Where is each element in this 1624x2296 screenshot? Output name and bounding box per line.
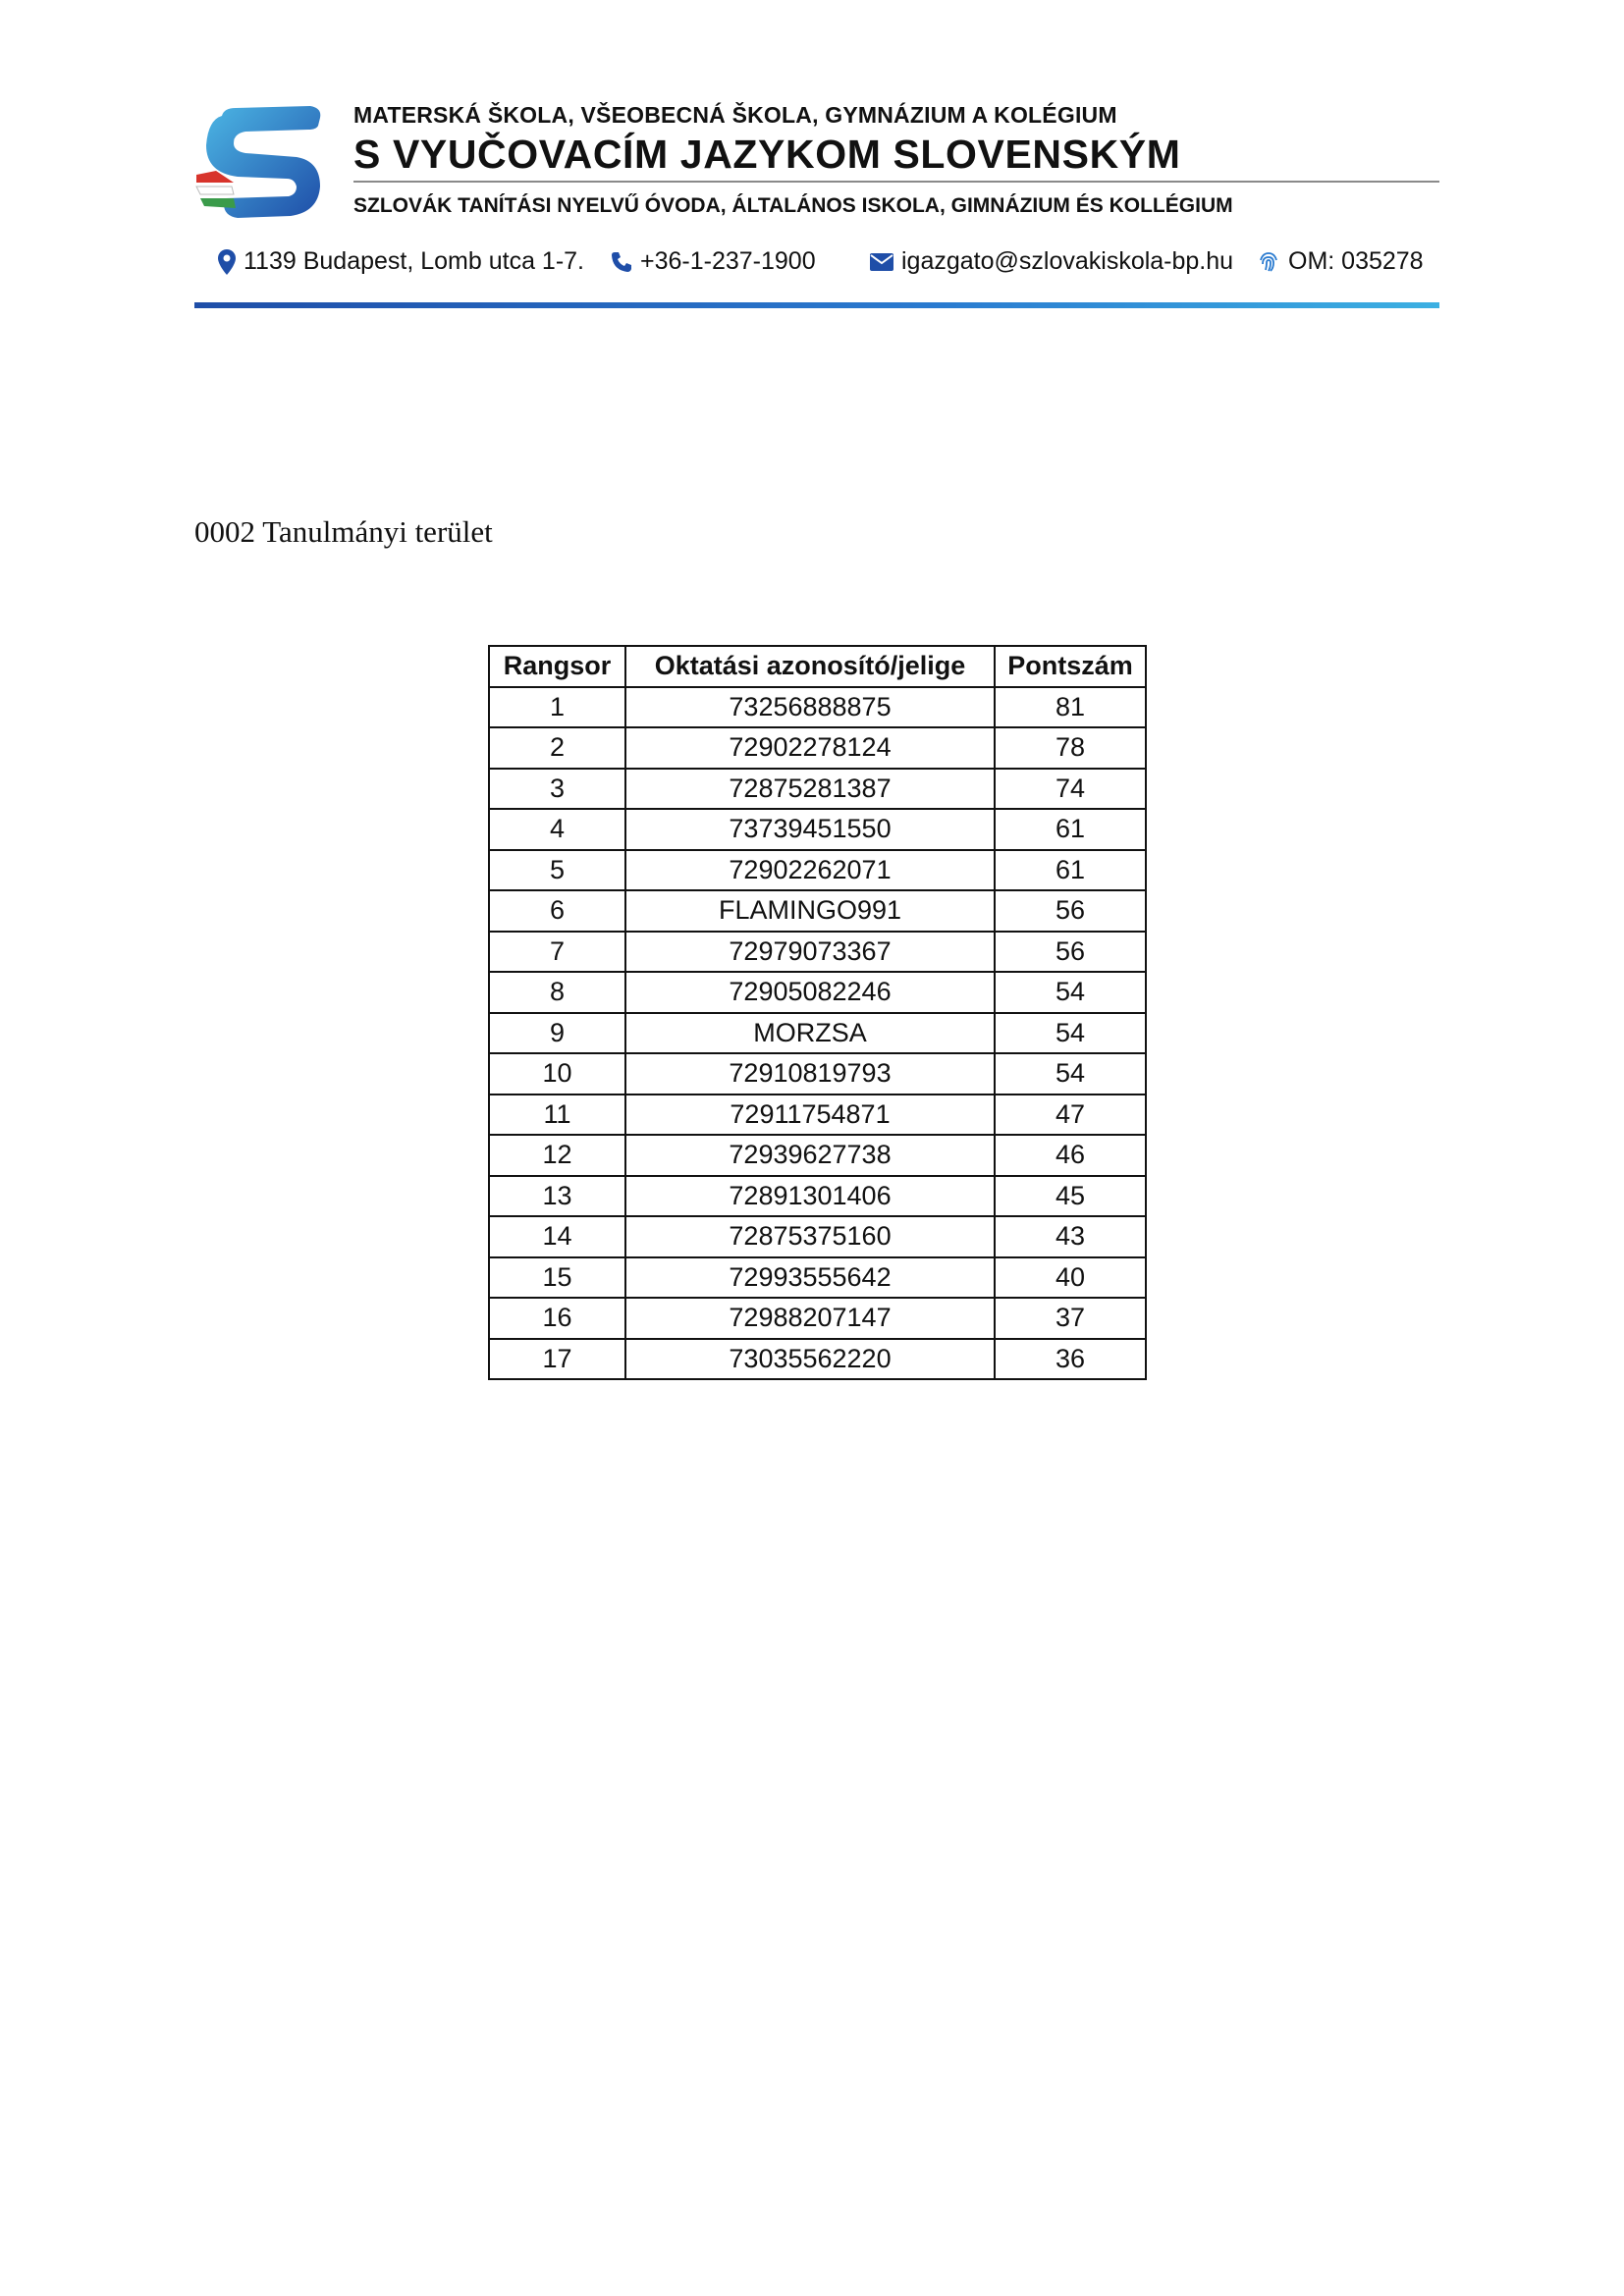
- om-text: OM: 035278: [1288, 247, 1424, 275]
- score-cell: 37: [995, 1298, 1146, 1339]
- rank-cell: 4: [489, 809, 625, 850]
- contact-phone: [611, 247, 816, 276]
- table-body: [489, 687, 1146, 1380]
- id-cell: 72939627738: [625, 1135, 995, 1176]
- rank-cell: 1: [489, 687, 625, 728]
- email-text: igazgato@szlovakiskola-bp.hu: [901, 247, 1234, 275]
- score-cell: 78: [995, 727, 1146, 769]
- id-cell: 73256888875: [625, 687, 995, 728]
- column-header-score: Pontszám: [995, 646, 1146, 687]
- table-row: [489, 1339, 1146, 1380]
- id-cell: 72910819793: [625, 1053, 995, 1095]
- score-cell: 47: [995, 1095, 1146, 1136]
- contact-email: [870, 247, 1233, 276]
- header-blue-rule: [194, 302, 1439, 308]
- table-row: [489, 687, 1146, 728]
- letterhead: [194, 98, 1439, 312]
- table-row: [489, 1216, 1146, 1257]
- score-cell: 45: [995, 1176, 1146, 1217]
- score-cell: 61: [995, 850, 1146, 891]
- rank-cell: 15: [489, 1257, 625, 1299]
- map-pin-icon: [218, 249, 236, 275]
- header-divider: [353, 181, 1439, 183]
- table-row: [489, 1053, 1146, 1095]
- table-row: [489, 727, 1146, 769]
- rank-cell: 11: [489, 1095, 625, 1136]
- ranking-table: [488, 645, 1147, 1380]
- id-cell: 72902278124: [625, 727, 995, 769]
- id-cell: 72902262071: [625, 850, 995, 891]
- id-cell: 72993555642: [625, 1257, 995, 1299]
- school-name-hungarian: SZLOVÁK TANÍTÁSI NYELVŰ ÓVODA, ÁLTALÁNOS ISKOLA, GIMNÁZIUM ÉS KOLLÉGIUM: [353, 194, 1233, 217]
- rank-cell: 2: [489, 727, 625, 769]
- fingerprint-icon: [1257, 250, 1280, 274]
- rank-cell: 5: [489, 850, 625, 891]
- id-cell: 72905082246: [625, 972, 995, 1013]
- id-cell: 72891301406: [625, 1176, 995, 1217]
- rank-cell: 10: [489, 1053, 625, 1095]
- rank-cell: 16: [489, 1298, 625, 1339]
- table-row: [489, 1135, 1146, 1176]
- table-row: [489, 972, 1146, 1013]
- table-row: [489, 850, 1146, 891]
- school-name-slovak-line1: MATERSKÁ ŠKOLA, VŠEOBECNÁ ŠKOLA, GYMNÁZIUM A KOLÉGIUM: [353, 102, 1117, 128]
- envelope-icon: [870, 253, 893, 271]
- score-cell: 61: [995, 809, 1146, 850]
- score-cell: 43: [995, 1216, 1146, 1257]
- score-cell: 81: [995, 687, 1146, 728]
- phone-text: +36-1-237-1900: [640, 247, 816, 275]
- score-cell: 56: [995, 932, 1146, 973]
- table-row: [489, 1257, 1146, 1299]
- rank-cell: 3: [489, 769, 625, 810]
- column-header-id: Oktatási azonosító/jelige: [625, 646, 995, 687]
- contact-bar: [218, 247, 1439, 279]
- table-row: [489, 890, 1146, 932]
- column-header-rank: Rangsor: [489, 646, 625, 687]
- rank-cell: 8: [489, 972, 625, 1013]
- table-header-row: [489, 646, 1146, 687]
- rank-cell: 17: [489, 1339, 625, 1380]
- id-cell: 72911754871: [625, 1095, 995, 1136]
- table-row: [489, 1095, 1146, 1136]
- score-cell: 56: [995, 890, 1146, 932]
- rank-cell: 7: [489, 932, 625, 973]
- rank-cell: 14: [489, 1216, 625, 1257]
- score-cell: 54: [995, 1013, 1146, 1054]
- id-cell: MORZSA: [625, 1013, 995, 1054]
- contact-address: [218, 247, 584, 276]
- id-cell: 73035562220: [625, 1339, 995, 1380]
- table-row: [489, 1176, 1146, 1217]
- score-cell: 46: [995, 1135, 1146, 1176]
- id-cell: 73739451550: [625, 809, 995, 850]
- rank-cell: 6: [489, 890, 625, 932]
- table-row: [489, 932, 1146, 973]
- table-row: [489, 809, 1146, 850]
- section-title: 0002 Tanulmányi terület: [194, 514, 493, 549]
- table-row: [489, 1013, 1146, 1054]
- score-cell: 36: [995, 1339, 1146, 1380]
- id-cell: 72979073367: [625, 932, 995, 973]
- id-cell: 72875375160: [625, 1216, 995, 1257]
- score-cell: 54: [995, 972, 1146, 1013]
- id-cell: 72988207147: [625, 1298, 995, 1339]
- score-cell: 54: [995, 1053, 1146, 1095]
- rank-cell: 9: [489, 1013, 625, 1054]
- table-row: [489, 1298, 1146, 1339]
- score-cell: 74: [995, 769, 1146, 810]
- score-cell: 40: [995, 1257, 1146, 1299]
- phone-icon: [611, 251, 632, 273]
- id-cell: 72875281387: [625, 769, 995, 810]
- address-text: 1139 Budapest, Lomb utca 1-7.: [244, 247, 584, 275]
- school-book-logo: [194, 104, 326, 220]
- rank-cell: 12: [489, 1135, 625, 1176]
- school-name-slovak-line2: S VYUČOVACÍM JAZYKOM SLOVENSKÝM: [353, 132, 1181, 177]
- rank-cell: 13: [489, 1176, 625, 1217]
- contact-om: [1257, 247, 1424, 276]
- table-row: [489, 769, 1146, 810]
- id-cell: FLAMINGO991: [625, 890, 995, 932]
